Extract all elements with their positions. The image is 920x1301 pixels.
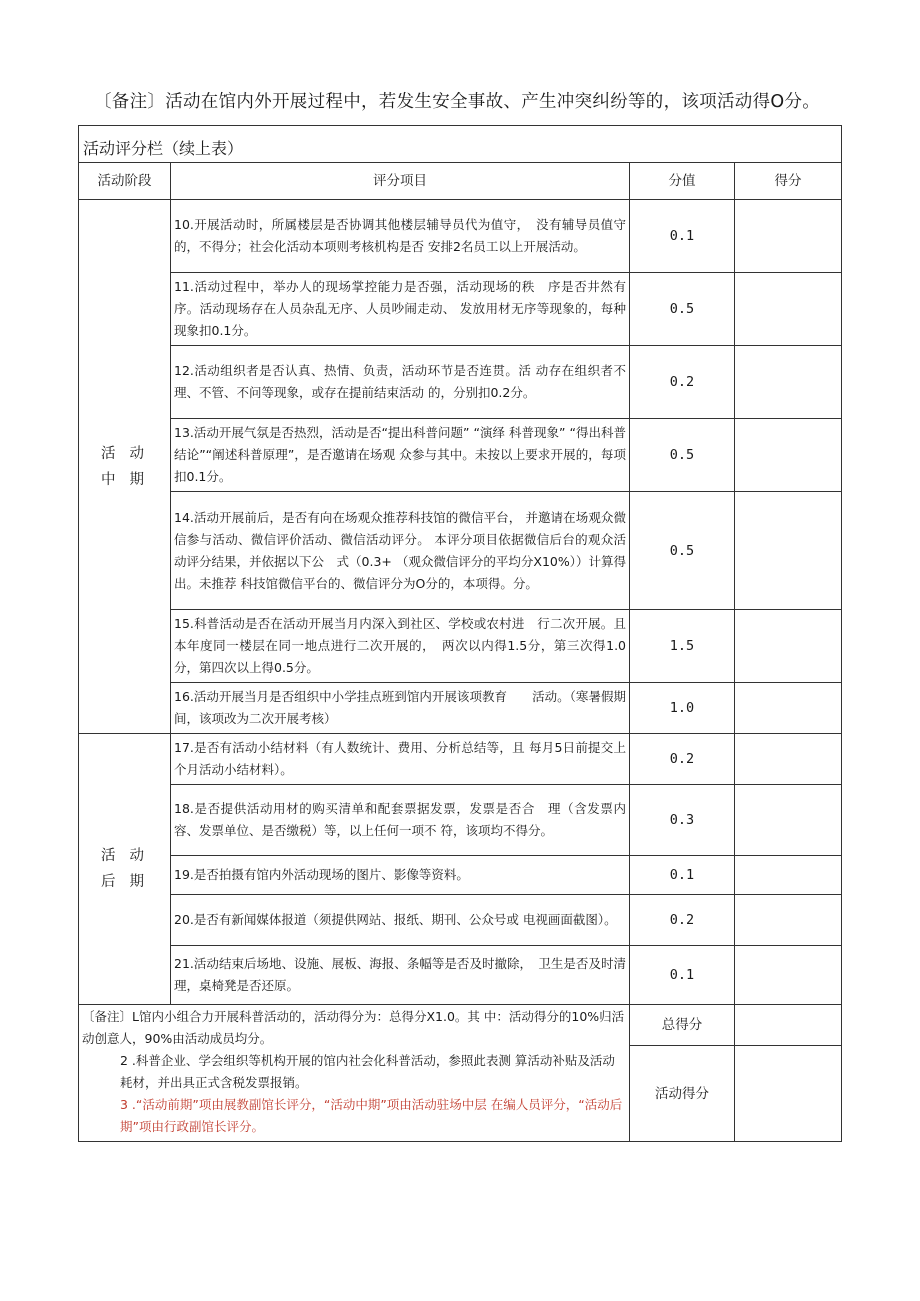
score-input-cell[interactable] <box>735 734 842 785</box>
note-line-1: 〔备注〕L馆内小组合力开展科普活动的，活动得分为：总得分X1.0。其 中：活动得分的10%归活动创意人，90%由活动成员均分。 <box>82 1009 625 1046</box>
score-input-cell[interactable] <box>735 492 842 610</box>
item-text: 13.活动开展气氛是否热烈，活动是否“提出科普问题” “演绎 科普现象” “得出科普结论”“阐述科普原理”，是否邀请在场观 众参与其中。未按以上要求开展的，每项扣0.1分。 <box>171 419 630 492</box>
item-text: 15.科普活动是否在活动开展当月内深入到社区、学校或农村进 行二次开展。且本年度同一楼层在同一地点进行二次开展的， 两次以内得1.5分，第三次得1.0分，第四次以上得0.5分。 <box>171 610 630 683</box>
table-row <box>79 200 842 273</box>
score-input-cell[interactable] <box>735 346 842 419</box>
item-text: 18.是否提供活动用材的购买清单和配套票据发票，发票是否合 理（含发票内容、发票单位、是否缴税）等，以上任何一项不 符，该项均不得分。 <box>171 785 630 856</box>
stage-mid <box>79 200 171 734</box>
item-text: 17.是否有活动小结材料（有人数统计、费用、分析总结等，且 每月5日前提交上个月活动小结材料）。 <box>171 734 630 785</box>
table-row <box>79 273 842 346</box>
total-score-cell[interactable] <box>735 1005 842 1046</box>
score-input-cell[interactable] <box>735 683 842 734</box>
score-input-cell[interactable] <box>735 610 842 683</box>
item-value: 0.5 <box>630 273 735 346</box>
table-row <box>79 856 842 895</box>
item-value: 0.5 <box>630 492 735 610</box>
item-value: 1.0 <box>630 683 735 734</box>
item-value: 0.1 <box>630 946 735 1005</box>
item-text: 12.活动组织者是否认真、热情、负责，活动环节是否连贯。活 动存在组织者不理、不管、不问等现象，或存在提前结束活动 的，分别扣0.2分。 <box>171 346 630 419</box>
header-item: 评分项目 <box>171 163 630 200</box>
item-text: 14.活动开展前后，是否有向在场观众推荐科技馆的微信平台， 并邀请在场观众微信参与活动、微信评价活动、微信活动评分。 本评分项目依据微信后台的观众活动评分结果，并依据以下公 式（0.3+ （观众微信评分的平均分X10%））计算得出。未推荐 科技馆微信平台的、微信评分为O分的，本项得。分。 <box>171 492 630 610</box>
score-input-cell[interactable] <box>735 273 842 346</box>
total-row <box>79 1005 842 1046</box>
score-input-cell[interactable] <box>735 419 842 492</box>
score-input-cell[interactable] <box>735 200 842 273</box>
item-value: 0.2 <box>630 734 735 785</box>
item-value: 0.2 <box>630 346 735 419</box>
table-row <box>79 492 842 610</box>
item-text: 20.是否有新闻媒体报道（须提供网站、报纸、期刊、公众号或 电视画面截图）。 <box>171 895 630 946</box>
table-row <box>79 683 842 734</box>
score-input-cell[interactable] <box>735 895 842 946</box>
top-note: 〔备注〕活动在馆内外开展过程中，若发生安全事故、产生冲突纠纷等的，该项活动得O分。 <box>94 92 821 112</box>
item-value: 0.1 <box>630 856 735 895</box>
stage-post-line1: 活动 <box>101 848 158 864</box>
notes-cell <box>79 1005 630 1142</box>
table-row <box>79 610 842 683</box>
item-value: 0.5 <box>630 419 735 492</box>
item-value: 0.1 <box>630 200 735 273</box>
stage-post <box>79 734 171 1005</box>
table-title-row <box>79 126 842 163</box>
table-row <box>79 895 842 946</box>
stage-mid-line2: 中期 <box>101 471 158 488</box>
item-value: 0.2 <box>630 895 735 946</box>
table-row <box>79 734 842 785</box>
header-score: 得分 <box>735 163 842 200</box>
item-text: 10.开展活动时，所属楼层是否协调其他楼层辅导员代为值守， 没有辅导员值守的，不得分；社会化活动本项则考核机构是否 安排2名员工以上开展活动。 <box>171 200 630 273</box>
table-row <box>79 785 842 856</box>
item-text: 16.活动开展当月是否组织中小学挂点班到馆内开展该项教育 活动。（寒暑假期间，该项改为二次开展考核） <box>171 683 630 734</box>
item-text: 21.活动结束后场地、设施、展板、海报、条幅等是否及时撤除， 卫生是否及时清理，桌椅凳是否还原。 <box>171 946 630 1005</box>
stage-post-line2: 后期 <box>101 874 158 890</box>
stage-mid-line1: 活动 <box>101 445 158 462</box>
table-row <box>79 419 842 492</box>
header-value: 分值 <box>630 163 735 200</box>
table-row <box>79 346 842 419</box>
table-row <box>79 946 842 1005</box>
activity-score-label: 活动得分 <box>630 1046 735 1142</box>
score-input-cell[interactable] <box>735 946 842 1005</box>
item-text: 19.是否拍摄有馆内外活动现场的图片、影像等资料。 <box>171 856 630 895</box>
activity-score-cell[interactable] <box>735 1046 842 1142</box>
note-line-2: 2 .科普企业、学会组织等机构开展的馆内社会化科普活动，参照此表测 算活动补贴及活动耗材，并出具正式含税发票报销。 <box>120 1053 615 1090</box>
table-title: 活动评分栏（续上表） <box>79 126 842 163</box>
header-row <box>79 163 842 200</box>
item-value: 1.5 <box>630 610 735 683</box>
item-text: 11.活动过程中，举办人的现场掌控能力是否强，活动现场的秩 序是否井然有序。活动现场存在人员杂乱无序、人员吵闹走动、 发放用材无序等现象的，每种现象扣0.1分。 <box>171 273 630 346</box>
score-input-cell[interactable] <box>735 785 842 856</box>
item-value: 0.3 <box>630 785 735 856</box>
score-table <box>78 125 842 1142</box>
header-stage: 活动阶段 <box>79 163 171 200</box>
note-line-3: 3 .“活动前期”项由展教副馆长评分，“活动中期”项由活动驻场中层 在编人员评分，“活动后期”项由行政副馆长评分。 <box>120 1097 623 1134</box>
total-score-label: 总得分 <box>630 1005 735 1046</box>
score-input-cell[interactable] <box>735 856 842 895</box>
